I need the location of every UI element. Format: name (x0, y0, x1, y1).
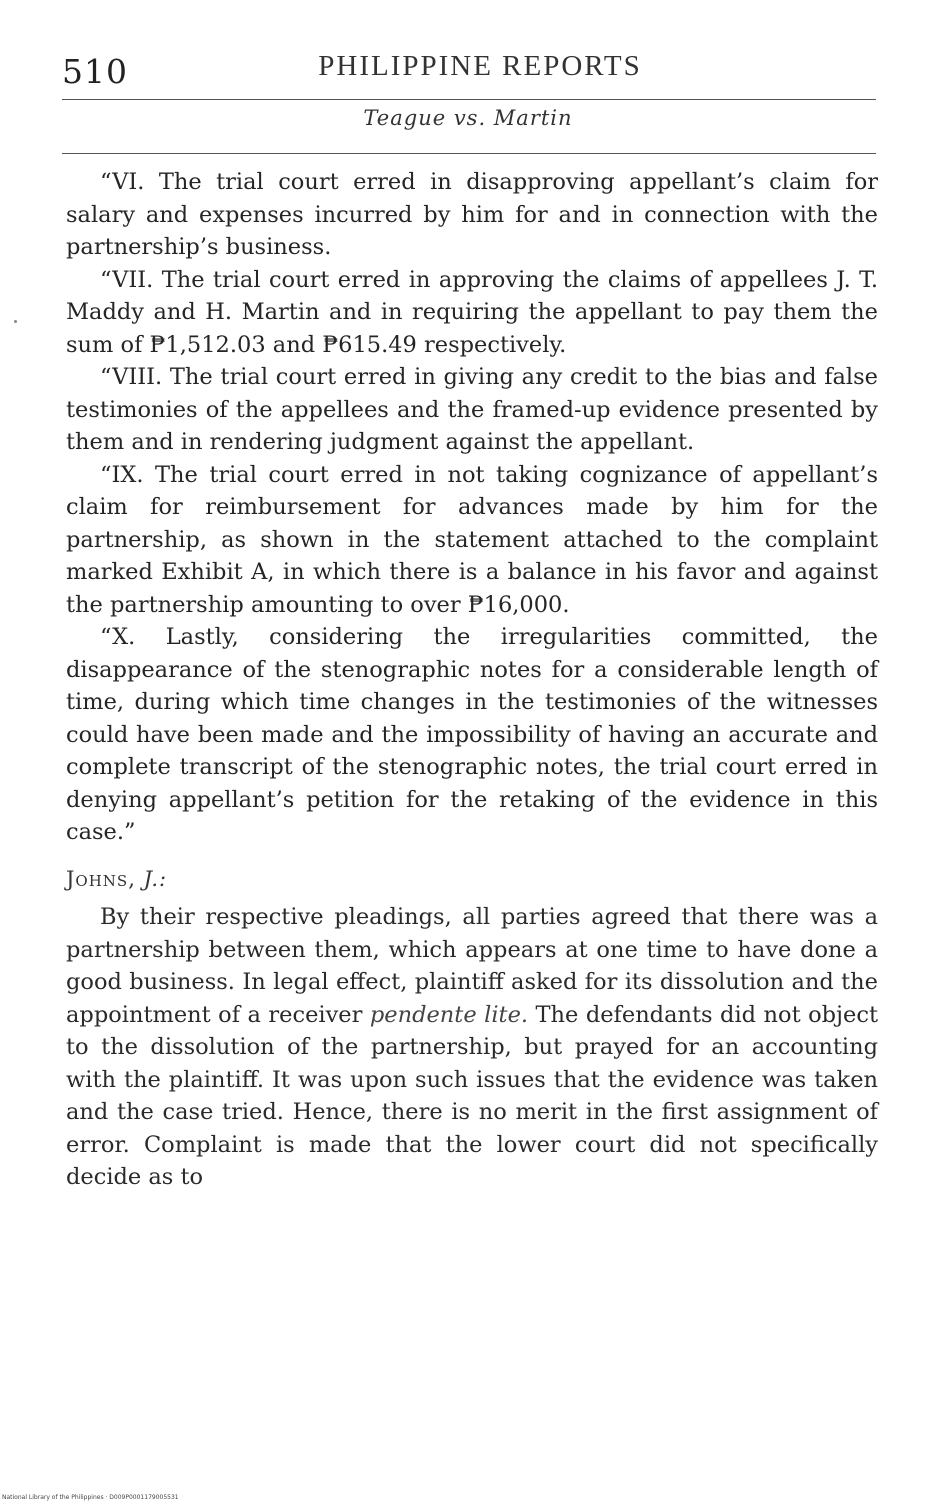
header-rule-top (62, 99, 876, 100)
page-body (66, 166, 878, 1194)
page-number: 510 (62, 52, 128, 91)
running-head: PHILIPPINE REPORTS (318, 50, 642, 82)
author-name: Johns, (66, 866, 136, 891)
error-paragraph-x: “X. Lastly, considering the irregularities committed, the disappearance of the stenographic notes for a considerable length of time, during which time changes in the testimonies of the witnesses could have been made and the impossibility of having an accurate and complete transcript of the stenographic notes, the trial court erred in denying appellant’s petition for the retaking of the evidence in this case.” (66, 624, 878, 845)
case-title: Teague vs. Martin (363, 106, 573, 130)
opinion-text-part2: The defendants did not object to the dissolution of the partnership, but prayed for an accounting with the plaintiff. It was upon such issues that the evidence was taken and the case tried. Hence, there is no merit in the first assignment of error. Complaint is made that the lower court did not specifically decide as to (66, 1001, 878, 1190)
error-paragraph-ix: “IX. The trial court erred in not taking cognizance of appellant’s claim for reimbursement for advances made by him for the partnership, as shown in the statement attached to the complaint marked Exhibit A, in which there is a balance in his favor and against the partnership amounting to over ₱16,000. (66, 461, 878, 618)
opinion-author (66, 863, 878, 896)
error-paragraph-vi: “VI. The trial court erred in disapproving appellant’s claim for salary and expenses incurred by him for and in connection with the partnership’s business. (66, 169, 878, 260)
author-title: J.: (143, 866, 168, 891)
margin-speck (14, 320, 17, 323)
opinion-paragraph (66, 901, 878, 1194)
opinion-text-italic: pendente lite. (369, 1001, 529, 1028)
header-rule-bottom (62, 153, 876, 154)
opinion-text-part1: By their respective pleadings, all parties agreed that there was a partnership between them, which appears at one time to have done a good business. In legal effect, plaintiff asked for its dissolution and the appointment of a receiver (66, 904, 878, 1028)
library-watermark: National Library of the Philippines · D009P0001179005531 (2, 1494, 179, 1501)
error-paragraph-viii: “VIII. The trial court erred in giving any credit to the bias and false testimonies of the appellees and the framed-up evidence presented by them and in rendering judgment against the appellant. (66, 364, 878, 455)
error-paragraph-vii: “VII. The trial court erred in approving the claims of appellees J. T. Maddy and H. Martin and in requiring the appellant to pay them the sum of ₱1,512.03 and ₱615.49 respectively. (66, 266, 878, 358)
